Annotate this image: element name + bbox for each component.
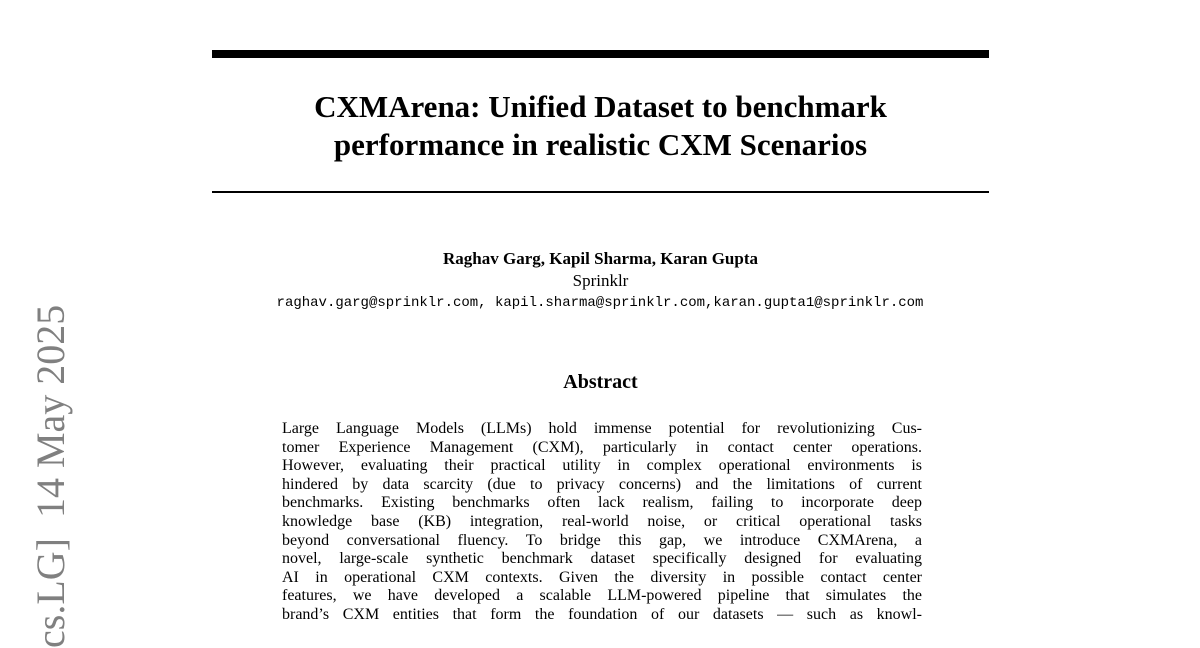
abstract-line: Large Language Models (LLMs) hold immense potential for revolutionizing Cus- [282, 420, 922, 437]
abstract-line: benchmarks. Existing benchmarks often lack realism, failing to incorporate deep [282, 494, 922, 512]
abstract-line: features, we have developed a scalable LLM-powered pipeline that simulates the [282, 587, 922, 605]
abstract-line: knowledge base (KB) integration, real-world noise, or critical operational tasks [282, 512, 922, 530]
abstract-body [282, 420, 922, 625]
title-bottom-rule [212, 191, 989, 193]
title-top-rule [212, 50, 989, 58]
abstract-line: tomer Experience Management (CXM), particularly in contact center operations. [282, 438, 922, 456]
author-list: Raghav Garg, Kapil Sharma, Karan Gupta [442, 249, 758, 268]
abstract-line: brand’s CXM entities that form the foundation of our datasets — such as knowl- [282, 605, 922, 623]
arxiv-sidebar-identifier: cs.LG] 14 May 2025 [28, 304, 73, 648]
abstract-line: beyond conversational fluency. To bridge this gap, we introduce CXMArena, a [282, 531, 922, 549]
paper-title [212, 88, 989, 164]
author-emails: raghav.garg@sprinklr.com, kapil.sharma@sprinklr.com,karan.gupta1@sprinklr.com [276, 295, 924, 311]
abstract-line: novel, large-scale synthetic benchmark dataset specifically designed for evaluating [282, 550, 922, 568]
title-line: performance in realistic CXM Scenarios [333, 127, 868, 162]
abstract-line: However, evaluating their practical utility in complex operational environments is [282, 457, 922, 475]
title-line: CXMArena: Unified Dataset to benchmark [314, 89, 887, 124]
affiliation: Sprinklr [572, 271, 629, 290]
abstract-heading: Abstract [563, 371, 638, 393]
abstract-line: AI in operational CXM contexts. Given the diversity in possible contact center [282, 568, 922, 586]
abstract-line: hindered by data scarcity (due to privacy concerns) and the limitations of current [282, 475, 922, 493]
